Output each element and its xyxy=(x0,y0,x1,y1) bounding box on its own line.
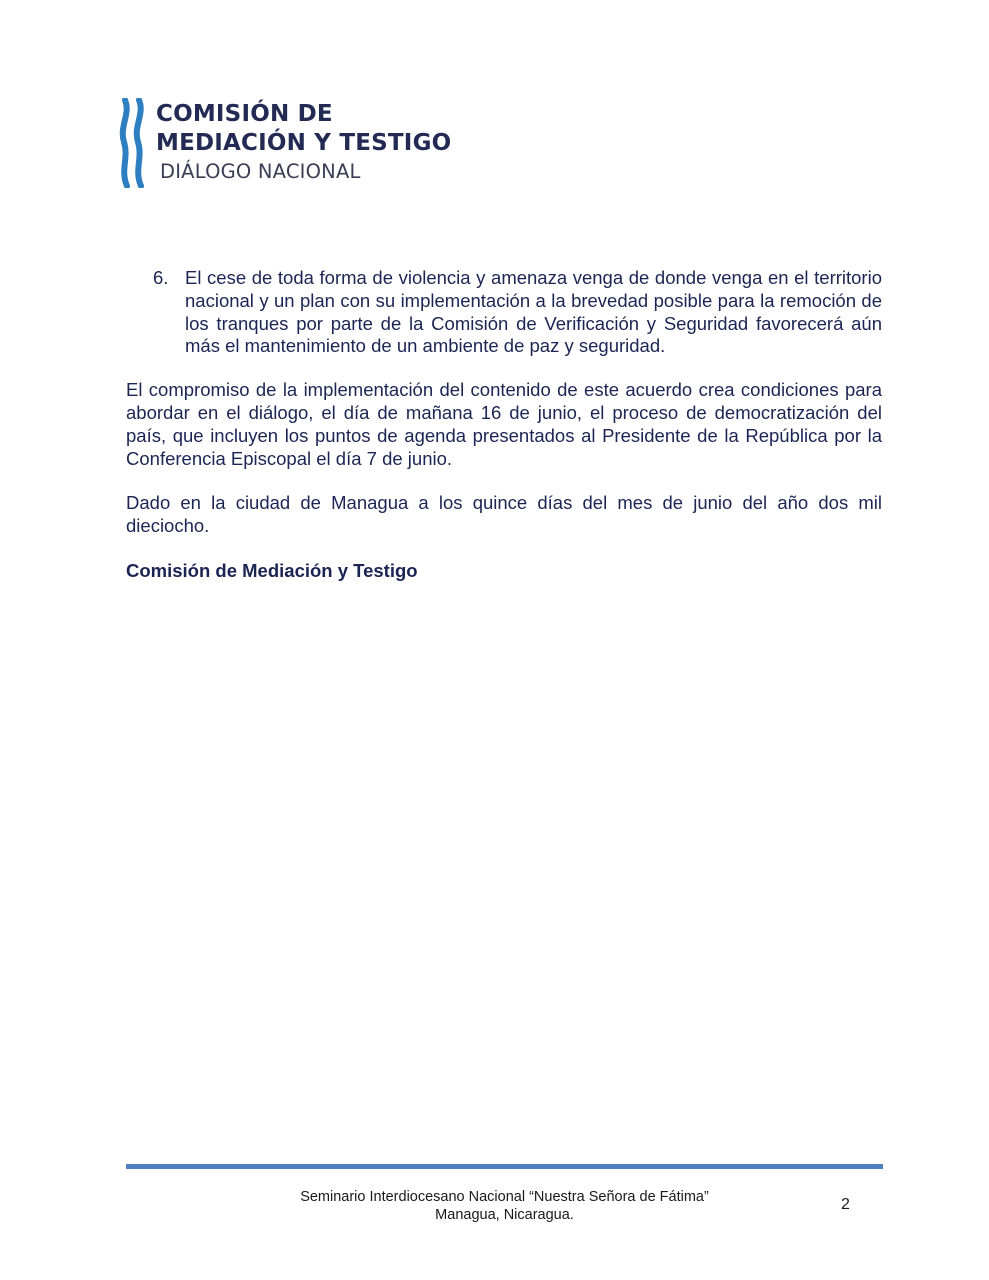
paragraph-dado: Dado en la ciudad de Managua a los quince días del mes de junio del año dos mil dieciocho. xyxy=(126,492,882,537)
document-body xyxy=(126,267,882,583)
footer-line2: Managua, Nicaragua. xyxy=(435,1207,574,1223)
signature: Comisión de Mediación y Testigo xyxy=(126,559,418,581)
list-item-text: El cese de toda forma de violencia y amenaza venga de donde venga en el territorio nacional y un plan con su implementación a la brevedad posible para la remoción de los tranques por parte de la Comisión de Verificación y Seguridad favorecerá aún más el mantenimiento de un ambiente de paz y seguridad. xyxy=(185,267,882,357)
logo-title-line2: MEDIACIÓN Y TESTIGO xyxy=(156,130,452,156)
logo xyxy=(118,98,452,190)
wave-lines-icon xyxy=(118,98,154,188)
footer xyxy=(126,1188,883,1224)
logo-subtitle: DIÁLOGO NACIONAL xyxy=(160,160,361,183)
list-item xyxy=(126,267,882,358)
logo-title-line1: COMISIÓN DE xyxy=(156,101,333,127)
list-item-number: 6. xyxy=(153,267,169,288)
footer-divider xyxy=(126,1164,883,1169)
logo-text xyxy=(156,100,451,184)
footer-line1: Seminario Interdiocesano Nacional “Nuestra Señora de Fátima” xyxy=(300,1189,709,1205)
paragraph-compromiso: El compromiso de la implementación del contenido de este acuerdo crea condiciones para abordar en el diálogo, el día de mañana 16 de junio, el proceso de democratización del país, que incluyen los puntos de agenda presentados al Presidente de la República por la Conferencia Episcopal el día 7 de junio. xyxy=(126,379,882,469)
page-number: 2 xyxy=(841,1196,850,1213)
